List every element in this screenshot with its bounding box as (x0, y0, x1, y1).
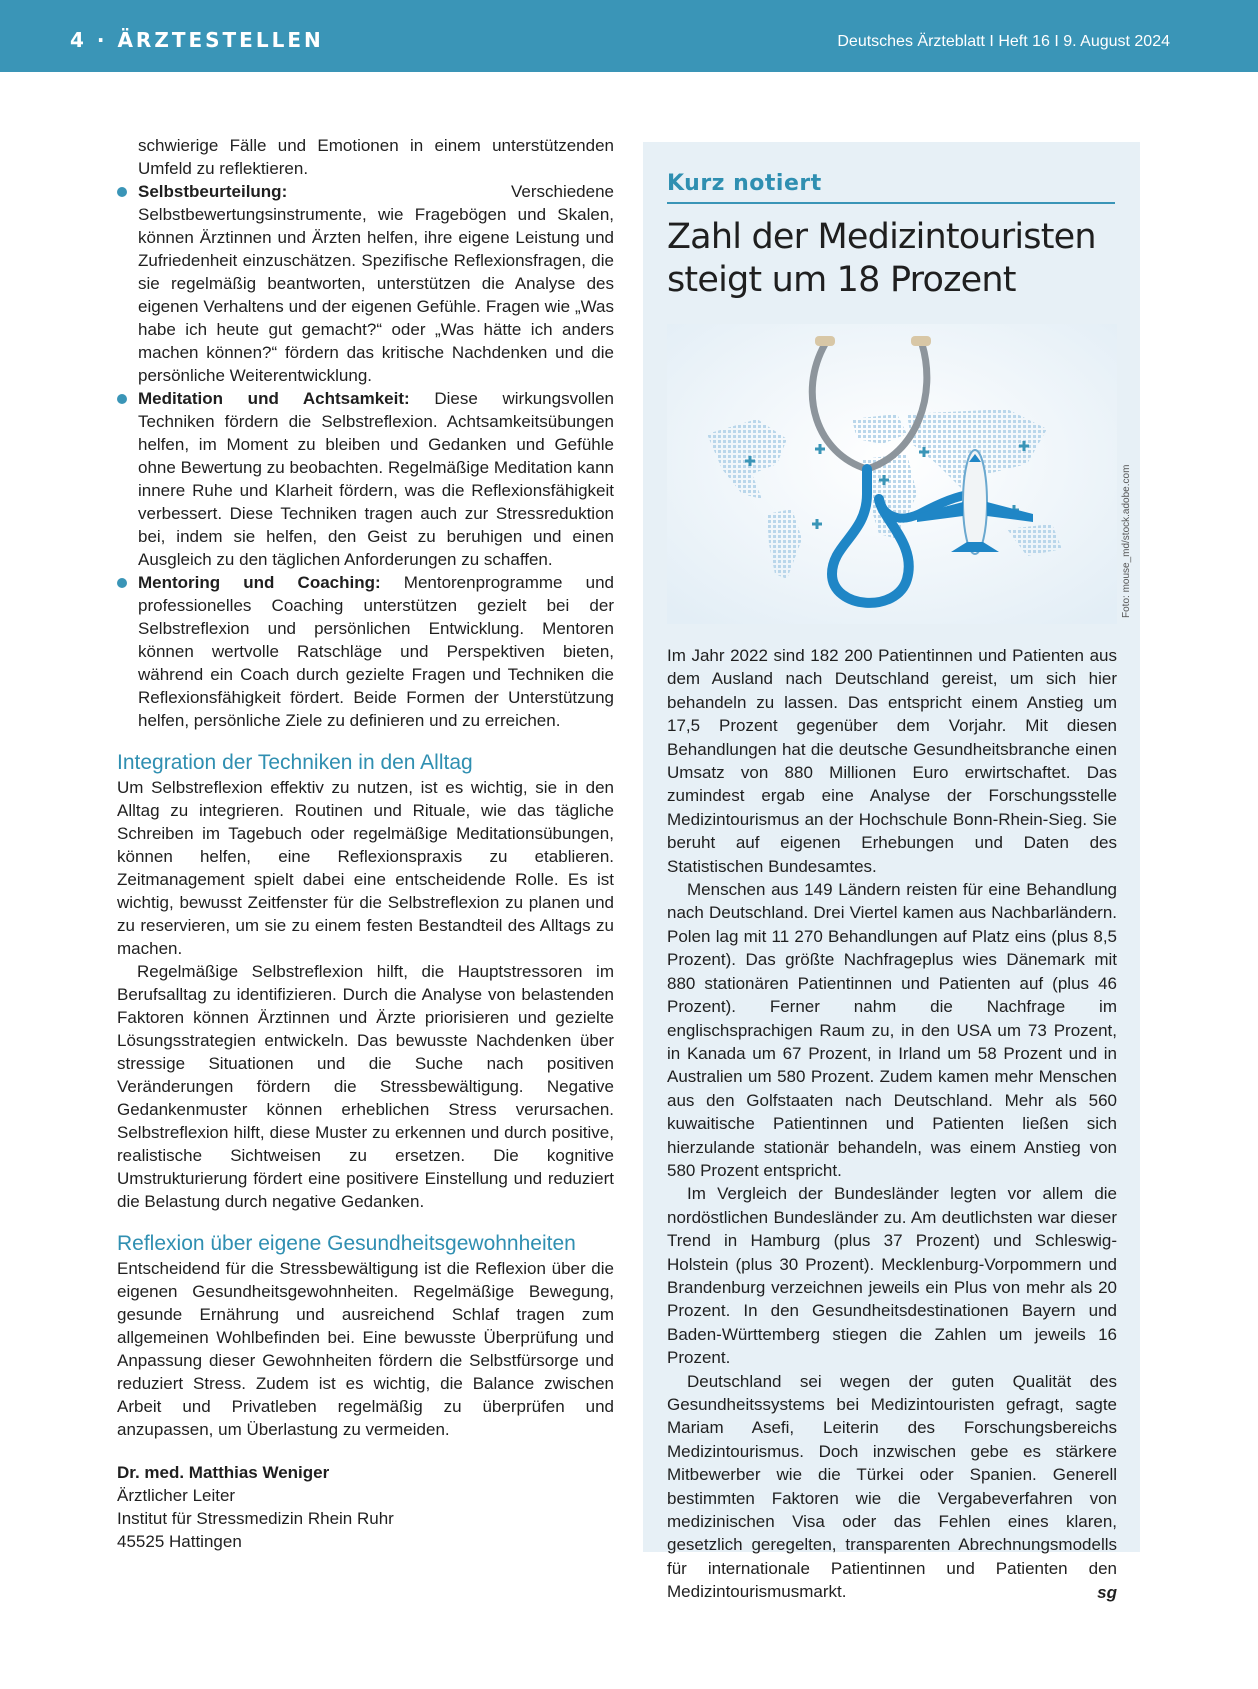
photo-credit: Foto: mouse_md/stock.adobe.com (1121, 464, 1132, 618)
bullet-text: Verschiedene Selbstbewertungsinstrumente, wie Fragebögen und Skalen, können Ärztinnen und Ärzten helfen, ihre eigene Leistung und Zufriedenheit einzuschätzen. Spezifische Reflexionsfragen, die sie regelmäßig beantworten, unterstützen die Analyse des eigenen Verhaltens und der eigenen Gefühle. Fragen wie „Was habe ich heute gut gemacht?“ oder „Was hätte ich anders machen können?“ fördern das kritische Nachdenken und die persönliche Weiterentwicklung. (138, 182, 614, 385)
author-city: 45525 Hattingen (117, 1532, 242, 1551)
section-title: 4 · ÄRZTESTELLEN (70, 28, 324, 52)
subheading-health-habits: Reflexion über eigene Gesundheitsgewohnheiten (117, 1232, 576, 1255)
sidebar-article-text (667, 644, 1117, 1604)
author-role: Ärztlicher Leiter (117, 1486, 236, 1505)
paragraph: Menschen aus 149 Ländern reisten für eine Behandlung nach Deutschland. Drei Viertel kamen aus Nachbarländern. Polen lag mit 11 270 Behandlungen auf Platz eins (plus 8,5 Prozent). Das größte Nachfrageplus wies Dänemark mit 880 stationären Patientinnen und Patienten auf (plus 46 Prozent). Ferner nahm die Nachfrage im englischsprachigen Raum zu, in den USA um 73 Prozent, in Kanada um 67 Prozent, in Irland um 58 Prozent und in Australien um 580 Prozent. Zudem kamen mehr Menschen aus den Golfstaaten nach Deutschland. Mehr als 560 kuwaitische Patientinnen und Patienten ließen sich hierzulande stationär behandeln, was einem Anstieg von 580 Prozent entspricht. (667, 880, 1117, 1180)
news-sidebar (643, 142, 1140, 1602)
bullet-item (117, 180, 614, 387)
subheading-integration: Integration der Techniken in den Alltag (117, 751, 473, 774)
bullet-title: Mentoring und Coaching: (138, 573, 381, 592)
paragraph: Deutschland sei wegen der guten Qualität des Gesundheitssystems bei Medizintouristen gefragt, sagte Mariam Asefi, Leiterin des Forschungsbereichs Medizintourismus. Doch inzwischen gebe es stärkere Mitbewerber wie die Türkei oder Spanien. Generell bestimmten Faktoren wie die Vergabeverfahren von medizinischen Visa oder das Fehlen eines klaren, gesetzlich geregelten, transparenten Abrechnungsmodells für internationale Patientinnen und Patienten den Medizintourismusmarkt. (667, 1371, 1117, 1602)
issue-info: Deutsches Ärzteblatt I Heft 16 I 9. August 2024 (837, 33, 1170, 50)
author-institute: Institut für Stressmedizin Rhein Ruhr (117, 1509, 394, 1528)
author-name: Dr. med. Matthias Weniger (117, 1463, 330, 1482)
bullet-item (117, 571, 614, 732)
page-header (0, 0, 1258, 72)
bullet-title: Meditation und Achtsamkeit: (138, 389, 410, 408)
paragraph: Um Selbstreflexion effektiv zu nutzen, ist es wichtig, sie in den Alltag zu integrieren. Routinen und Rituale, wie das tägliche Schreiben im Tagebuch oder regelmäßige Meditationsübungen, können helfen, eine Reflexionspraxis zu etablieren. Zeitmanagement spielt dabei eine entscheidende Rolle. Es ist wichtig, bewusst Zeitfenster für die Selbstreflexion zu planen und zu reservieren, um sie zu einem festen Bestandteil des Alltags zu machen. (117, 778, 614, 958)
paragraph: Regelmäßige Selbstreflexion hilft, die Hauptstressoren im Berufsalltag zu identifizieren. Durch die Analyse von belastenden Faktoren können Ärztinnen und Ärzte priorisieren und gezielte Lösungsstrategien entwickeln. Das bewusste Nachdenken über stressige Situationen und die Suche nach positiven Veränderungen fördern die Stressbewältigung. Negative Gedankenmuster können erheblichen Stress verursachen. Selbstreflexion hilft, diese Muster zu erkennen und durch positive, realistische Sichtweisen zu ersetzen. Die kognitive Umstrukturierung fördert eine positivere Einstellung und reduziert die Belastung durch negative Gedanken. (117, 962, 614, 1211)
stethoscope-world-map-image (667, 324, 1117, 624)
author-signature: sg (1097, 1582, 1117, 1602)
paragraph: Im Vergleich der Bundesländer legten vor allem die nordöstlichen Bundesländer zu. Am deutlichsten war dieser Trend in Hamburg (plus 37 Prozent) und Schleswig-Holstein (plus 30 Prozent). Mecklenburg-Vorpommern und Brandenburg verzeichnen jeweils ein Plus von mehr als 20 Prozent. In den Gesundheitsdestinationen Bayern und Baden-Württemberg stiegen die Zahlen um jeweils 16 Prozent. (667, 1184, 1117, 1368)
bullet-item (117, 387, 614, 571)
paragraph: Im Jahr 2022 sind 182 200 Patientinnen und Patienten aus dem Ausland nach Deutschland gereist, um sich hier behandeln zu lassen. Das entspricht einem Anstieg um 17,5 Prozent gegenüber dem Vorjahr. Mit diesen Behandlungen hat die deutsche Gesundheitsbranche einen Umsatz von 880 Millionen Euro erwirtschaftet. Das zumindest ergab eine Analyse der Forschungsstelle Medizintourismus an der Hochschule Bonn-Rhein-Sieg. Sie beruht auf eigenen Erhebungen und Daten des Statistischen Bundesamtes. (667, 646, 1117, 876)
bullet-title: Selbstbeurteilung: (138, 182, 288, 201)
bullet-dot-icon (117, 578, 127, 588)
bullet-text: Diese wirkungsvollen Techniken fördern die Selbstreflexion. Achtsamkeitsübungen helfen, im Moment zu bleiben und Gedanken und Gefühle ohne Bewertung zu beobachten. Regelmäßige Meditation kann innere Ruhe und Klarheit fördern, was die Reflexionsfähigkeit verbessert. Diese Techniken tragen auch zur Stressreduktion bei, indem sie helfen, den Geist zu beruhigen und einen Ausgleich zu den täglichen Anforderungen zu schaffen. (138, 389, 614, 569)
kicker: Kurz notiert (667, 170, 1115, 204)
bullet-dot-icon (117, 394, 127, 404)
intro-continuation: schwierige Fälle und Emotionen in einem unterstützenden Umfeld zu reflektieren. (138, 136, 614, 178)
paragraph: Entscheidend für die Stressbewältigung ist die Reflexion über die eigenen Gesundheitsgewohnheiten. Regelmäßige Bewegung, gesunde Ernährung und ausreichend Schlaf tragen zum allgemeinen Wohlbefinden bei. Eine bewusste Überprüfung und Anpassung dieser Gewohnheiten fördern die Selbstfürsorge und reduziert Stress. Zudem ist es wichtig, die Balance zwischen Arbeit und Privatleben regelmäßig zu überprüfen und anzupassen, um Überlastung zu vermeiden. (117, 1259, 614, 1439)
sidebar-headline: Zahl der Medizintouristen steigt um 18 Prozent (667, 217, 1096, 300)
author-block (117, 1461, 614, 1553)
main-article-column (117, 134, 614, 1553)
bullet-dot-icon (117, 187, 127, 197)
bullet-text: Mentorenprogramme und professionelles Coaching unterstützen gezielt bei der Selbstreflexion und persönlichen Entwicklung. Mentoren können wertvolle Ratschläge und Perspektiven bieten, während ein Coach durch gezielte Fragen und Techniken die Reflexionsfähigkeit fördert. Beide Formen der Unterstützung helfen, persönliche Ziele zu definieren und zu erreichen. (138, 573, 614, 730)
